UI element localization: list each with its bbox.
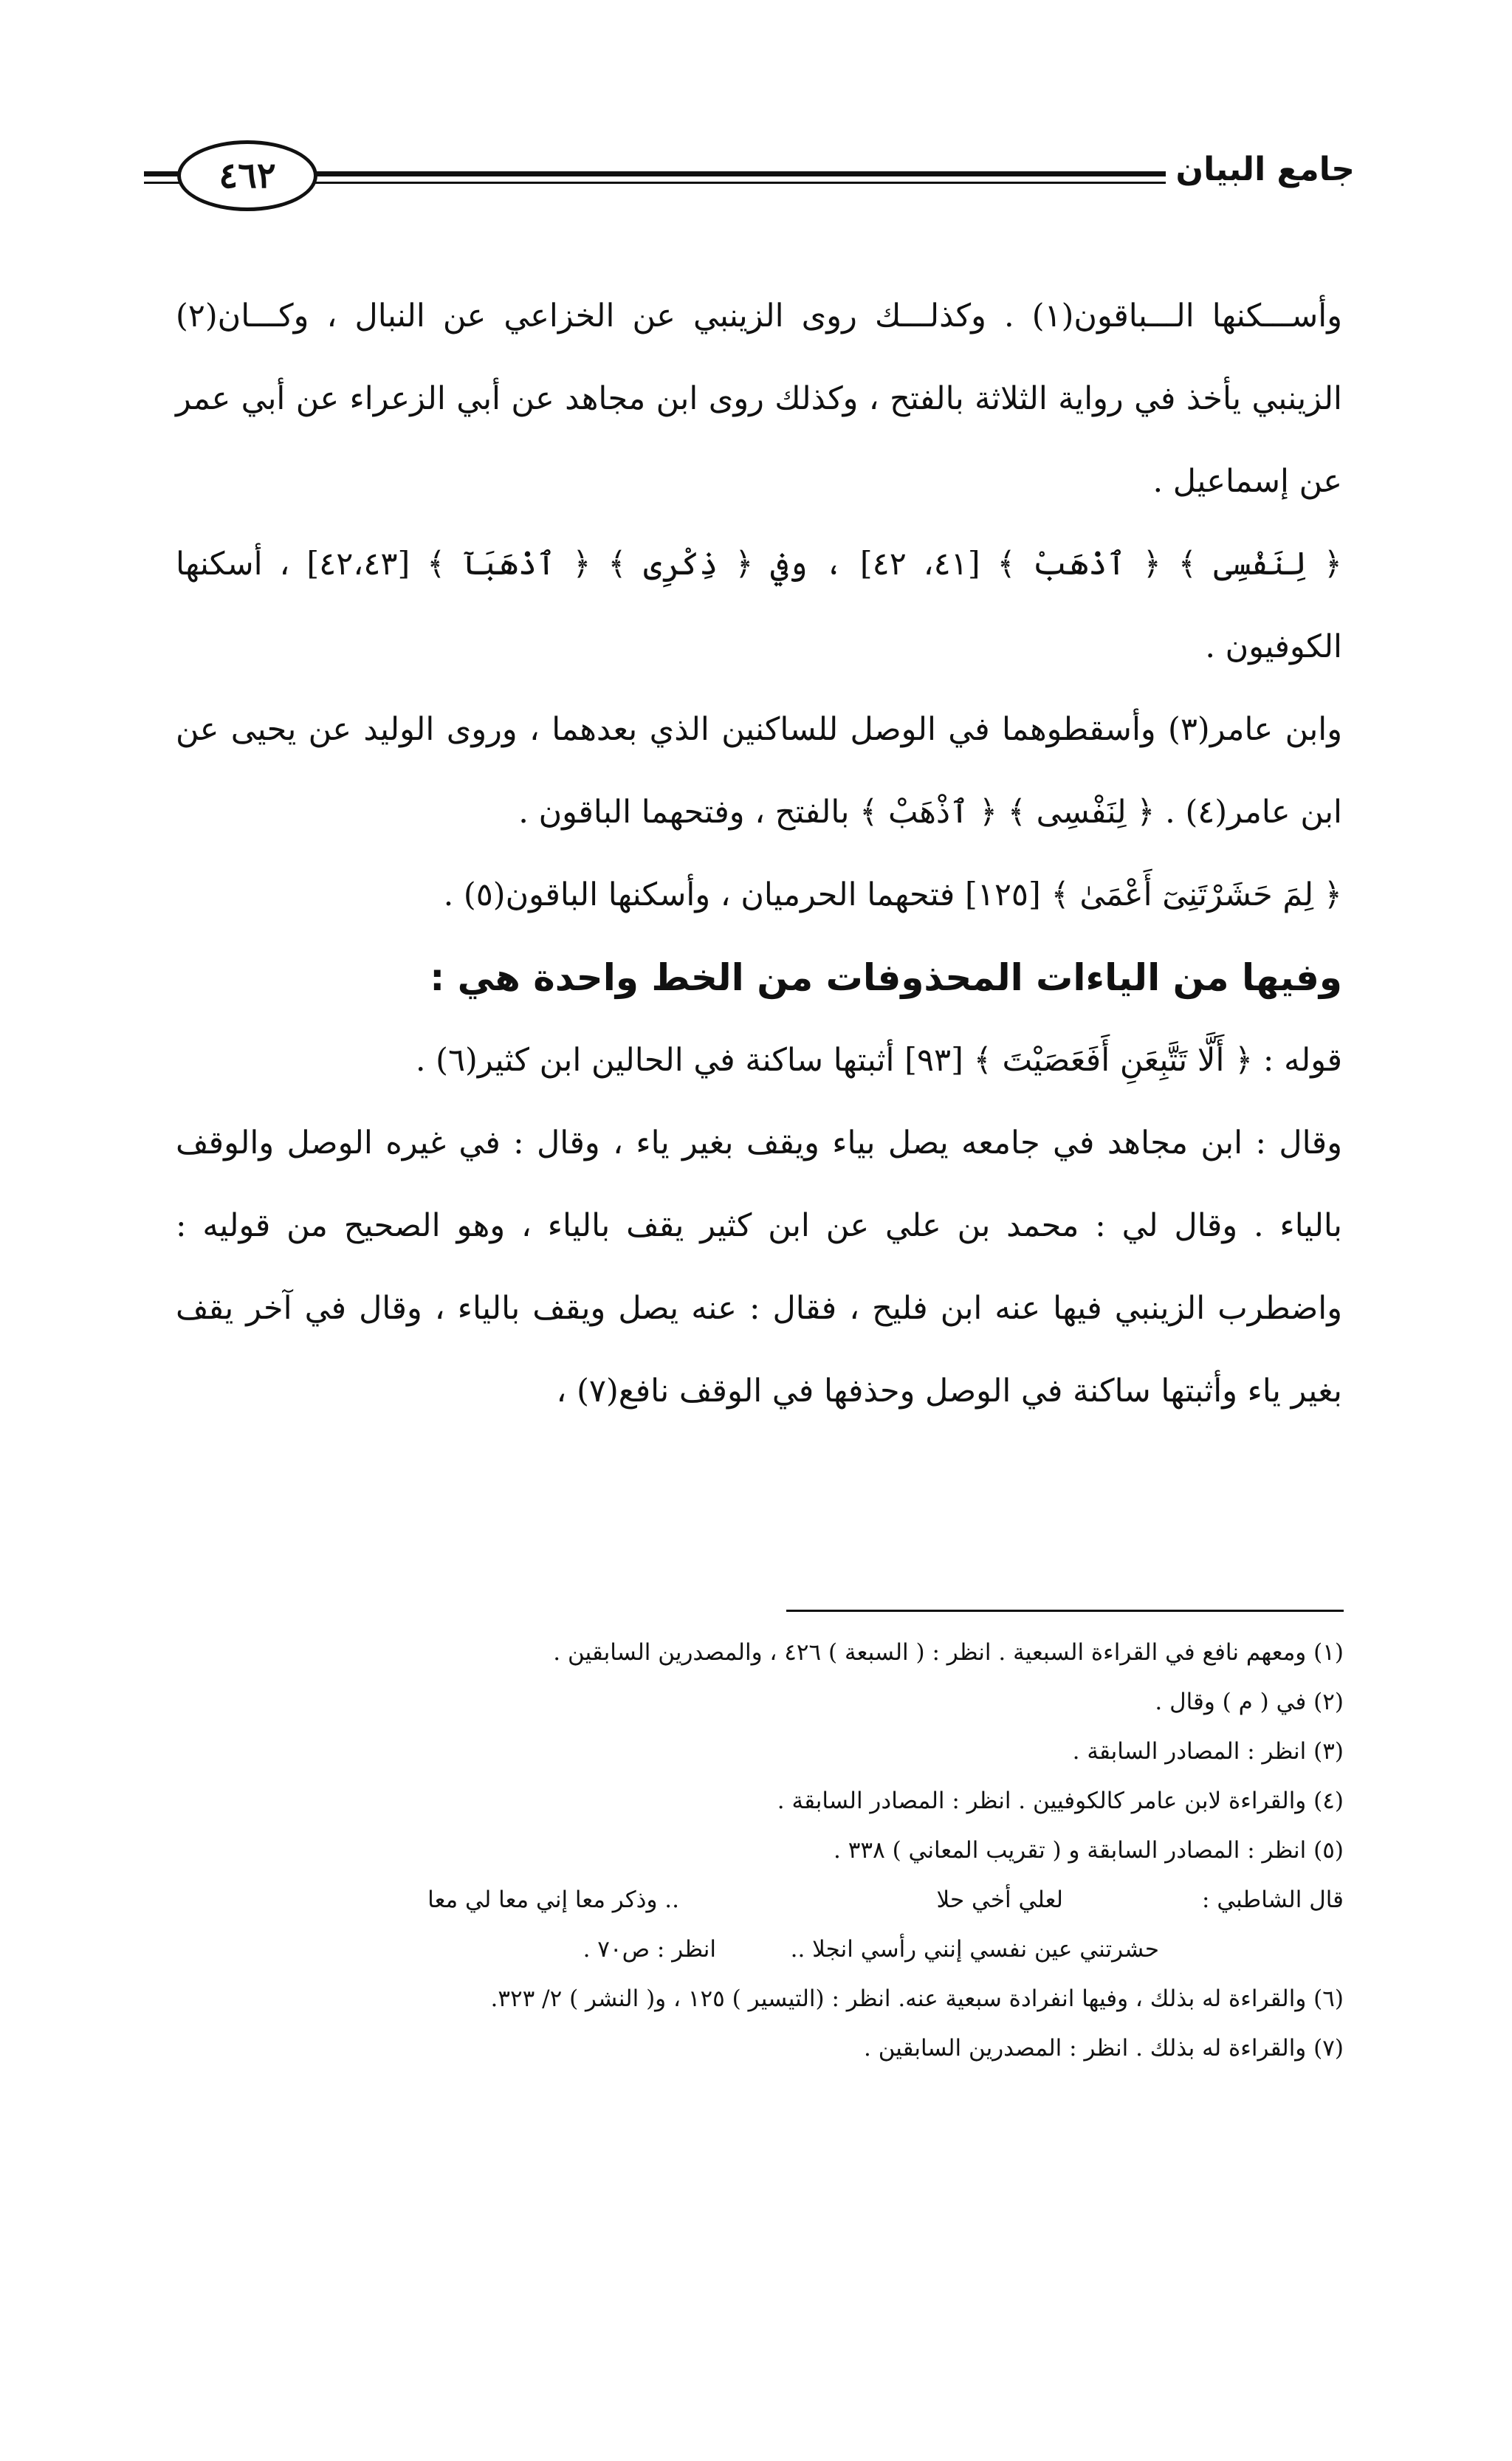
paragraph-1: وأســـكنها الـــباقون(١) . وكذلـــك روى الزينبي عن الخزاعي عن النبال ، وكـــان(٢) الزينبي يأخذ في رواية الثلاثة بالفتح ، وكذلك روى ابن مجاهد عن أبي الزعراء عن أبي عمر عن إسماعيل . — [176, 298, 1342, 500]
paragraph-2: ﴿ لِنَفْسِى ﴾ ﴿ ٱذْهَبْ ﴾ [٤١، ٤٢] ، وفي ﴿ ذِكْرِى ﴾ ﴿ ٱذْهَبَآ ﴾ [٤٢،٤٣] ، أسكنها الكوفيون . — [176, 546, 1342, 665]
footnote-7: (٧) والقراءة له بذلك . انظر : المصدرين السابقين . — [863, 2035, 1344, 2062]
footnote-2: (٢) في ( م ) وقال . — [1155, 1689, 1344, 1715]
footnote-3: (٣) انظر : المصادر السابقة . — [1072, 1738, 1344, 1765]
paragraph-5: قوله : ﴿ أَلَّا تَتَّبِعَنِ أَفَعَصَيْتَ ﴾ [٩٣] أثبتها ساكنة في الحالين ابن كثير(٦) . — [415, 1042, 1342, 1079]
footnote-separator — [786, 1610, 1344, 1612]
poem-hemistich-1a: لعلي أخي حلا — [936, 1887, 1063, 1913]
main-text — [176, 275, 1342, 1432]
poem-line-1 — [207, 1875, 1344, 1925]
poem-hemistich-1b: .. وذكر معا إني معا لي معا — [427, 1887, 679, 1913]
footnotes — [207, 1628, 1344, 2073]
poem-line-2 — [207, 1925, 1344, 1974]
page-number-badge — [177, 140, 317, 211]
footnote-1: (١) ومعهم نافع في القراءة السبعية . انظر : ( السبعة ) ٤٢٦ ، والمصدرين السابقين . — [553, 1639, 1344, 1666]
paragraph-4: ﴿ لِمَ حَشَرْتَنِىٓ أَعْمَىٰ ﴾ [١٢٥] فتحهما الحرميان ، وأسكنها الباقون(٥) . — [443, 876, 1342, 913]
footnote-5: (٥) انظر : المصادر السابقة و ( تقريب المعاني ) ٣٣٨ . — [834, 1837, 1344, 1864]
paragraph-3: وابن عامر(٣) وأسقطوهما في الوصل للساكنين الذي بعدهما ، وروى الوليد عن يحيى عن ابن عامر(٤) . ﴿ لِنَفْسِى ﴾ ﴿ ٱذْهَبْ ﴾ بالفتح ، وفتحهما الباقون . — [176, 711, 1342, 831]
paragraph-6: وقال : ابن مجاهد في جامعه يصل بياء ويقف بغير ياء ، وقال : في غيره الوصل والوقف بالياء . وقال لي : محمد بن علي عن ابن كثير يقف بالياء ، وهو الصحيح من قوليه : واضطرب الزينبي فيها عنه ابن فليح ، فقال : عنه يصل ويقف بالياء ، وقال في آخر يقف بغير ياء وأثبتها ساكنة في الوصل وحذفها في الوقف نافع(٧) ، — [176, 1125, 1342, 1410]
page-header — [144, 133, 1355, 222]
poem-hemistich-2a: حشرتني عين نفسي إنني رأسي انجلا .. — [790, 1936, 1159, 1963]
page-number: ٤٦٢ — [219, 155, 276, 196]
footnote-6: (٦) والقراءة له بذلك ، وفيها انفرادة سبعية عنه. انظر : (التيسير ) ١٢٥ ، و( النشر ) ٢/ ٣٢٣. — [490, 1985, 1344, 2012]
section-heading: وفيها من الياءات المحذوفات من الخط واحدة هي : — [430, 956, 1342, 999]
footnote-4: (٤) والقراءة لابن عامر كالكوفيين . انظر : المصادر السابقة . — [777, 1788, 1344, 1814]
poem-reference: انظر : ص٧٠ . — [583, 1936, 716, 1963]
running-title: جامع البيان — [1166, 151, 1355, 188]
poem-intro: قال الشاطبي : — [1202, 1887, 1344, 1913]
